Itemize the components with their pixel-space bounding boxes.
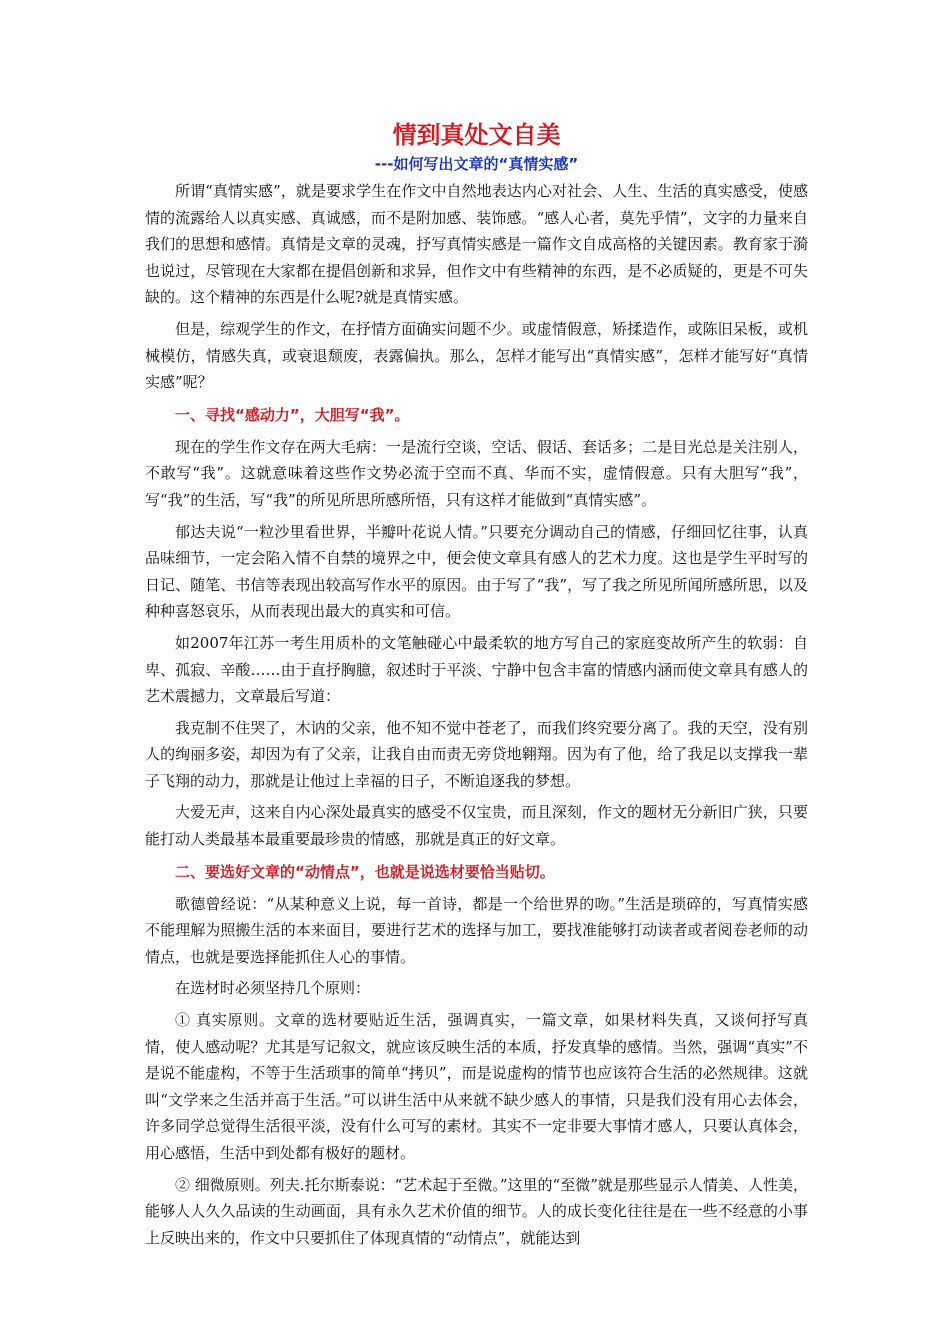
- paragraph: 在选材时必须坚持几个原则：: [175, 979, 371, 998]
- principle-item-2: ② 细微原则。列夫.托尔斯泰说：“艺术起于至微。”这里的“至微”就是那些显示人情美、人性美，能够人人久久品读的生动画面，具有永久艺术价值的细节。人的成长变化往往是在一些不经意的小事上反映出来的，作文中只要抓住了体现真情的“动情点”，就能达到: [145, 1175, 808, 1247]
- paragraph-intro: 所谓“真情实感”，就是要求学生在作文中自然地表达内心对社会、人生、生活的真实感受，使感情的流露给人以真实感、真诚感，而不是附加感、装饰感。“感人心者，莫先乎情”，文字的力量来自我们的思想和感情。真情是文章的灵魂，抒写真情实感是一篇作文自成高格的关键因素。教育家于漪也说过，尽管现在大家都在提倡创新和求异，但作文中有些精神的东西，是不必质疑的，更是不可失缺的。这个精神的东西是什么呢?就是真情实感。: [145, 182, 808, 307]
- section-heading-1: 一、寻找“感动力”，大胆写“我”。: [175, 405, 410, 424]
- paragraph: 郁达夫说“一粒沙里看世界，半瓣叶花说人情。”只要充分调动自己的情感，仔细回忆往事，认真品味细节，一定会陷入情不自禁的境界之中，便会使文章具有感人的艺术力度。这也是学生平时写的日记、随笔、书信等表现出较高写作水平的原因。由于写了“我”，写了我之所见所闻所感所思，以及种种喜怒哀乐，从而表现出最大的真实和可信。: [145, 522, 808, 621]
- document-subtitle: ---如何写出文章的“真情实感”: [374, 155, 579, 173]
- paragraph: 现在的学生作文存在两大毛病：一是流行空谈，空话、假话、套话多；二是目光总是关注别人，不敢写“我”。这就意味着这些作文势必流于空而不真、华而不实，虚情假意。只有大胆写“我”，写“我”的生活，写“我”的所见所思所感所悟，只有这样才能做到“真情实感”。: [145, 437, 808, 509]
- paragraph: 大爱无声，这来自内心深处最真实的感受不仅宝贵，而且深刻，作文的题材无分新旧广狭，只要能打动人类最基本最重要最珍贵的情感，那就是真正的好文章。: [145, 803, 808, 849]
- quoted-passage: 我克制不住哭了，木讷的父亲，他不知不觉中苍老了，而我们终究要分离了。我的天空，没有别人的绚丽多姿，却因为有了父亲，让我自由而责无旁贷地翱翔。因为有了他，给了我足以支撑我一辈子飞翔的动力，那就是让他过上幸福的日子，不断追逐我的梦想。: [145, 718, 808, 790]
- paragraph-problem: 但是，综观学生的作文，在抒情方面确实问题不少。或虚情假意，矫揉造作，或陈旧呆板，或机械模仿，情感失真，或衰退颓废，表露偏执。那么，怎样才能写出“真情实感”，怎样才能写好“真情实感”呢？: [145, 319, 808, 392]
- section-heading-2: 二、要选好文章的“动情点”，也就是说选材要恰当贴切。: [175, 862, 555, 881]
- principle-item-1: ① 真实原则。文章的选材要贴近生活，强调真实，一篇文章，如果材料失真，又谈何抒写真情，使人感动呢？尤其是写记叙文，就应该反映生活的本质，抒发真挚的感情。当然，强调“真实”不是说不能虚构，不等于生活琐事的简单“拷贝”，而是说虚构的情节也应该符合生活的必然规律。这就叫“文学来之生活并高于生活。”可以讲生活中从来就不缺少感人的事情，只是我们没有用心去体会，许多同学总觉得生活很平淡，没有什么可写的素材。其实不一定非要大事情才感人，只要认真体会，用心感悟，生活中到处都有极好的题材。: [145, 1011, 808, 1162]
- document-title: 情到真处文自美: [392, 121, 561, 149]
- paragraph: 歌德曾经说：“从某种意义上说，每一首诗，都是一个给世界的吻。”生活是琐碎的，写真情实感不能理解为照搬生活的本来面目，要进行艺术的选择与加工，要找准能够打动读者或者阅卷老师的动情点，也就是要选择能抓住人心的事情。: [145, 894, 808, 966]
- paragraph: 如2007年江苏一考生用质朴的文笔触碰心中最柔软的地方写自己的家庭变故所产生的软弱：自卑、孤寂、辛酸……由于直抒胸臆，叙述时于平淡、宁静中包含丰富的情感内涵而使文章具有感人的艺术震撼力，文章最后写道：: [145, 633, 808, 706]
